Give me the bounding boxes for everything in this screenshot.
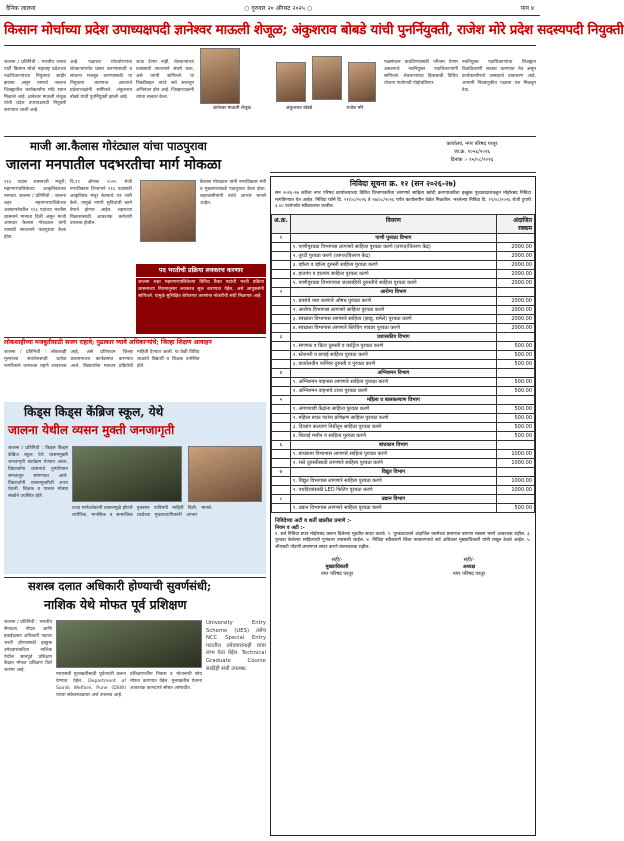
top-story-col3: जाऊ देणार नाही, शेतकऱ्यांच्या प्रश्नांसाठी सातत्याने संघर्ष करू, असे त्यांनी सांगितले. या निवडीबद्दल त्यांचे सर्व स्तरातून अभिनंदन होत आहे. जिल्हाध्यक्षांनी त्यांचा सत्कार केला.: [136, 60, 194, 100]
story4-headline-line2: जालना येथील व्यसन मुक्ती जनजागृती: [8, 423, 175, 437]
row-amount: 2000.00: [497, 323, 535, 332]
row-amount: 500.00: [497, 431, 535, 440]
row-index-empty: [272, 323, 291, 332]
caption-bobde: अंकुशराव बोबडे: [285, 106, 313, 111]
paper-name: दैनिक जालना: [6, 4, 36, 12]
section-amount-empty: [497, 440, 535, 449]
photo-middle: [312, 56, 342, 100]
section-row: [272, 467, 535, 476]
row-index-empty: [272, 242, 291, 251]
section-amount-empty: [497, 332, 535, 341]
row-amount: 500.00: [497, 359, 535, 368]
section-row: [272, 368, 535, 377]
divider: [4, 136, 536, 137]
signature-right-title: अध्यक्ष: [462, 563, 476, 570]
row-amount: 500.00: [497, 341, 535, 350]
row-amount: 500.00: [497, 413, 535, 422]
signature-right: [453, 557, 485, 578]
row-description: २. आरोग्य विभागास लागणारे साहित्य पुरवठा करणे: [290, 305, 496, 314]
table-row: [272, 305, 535, 314]
col-header-sr: अ.क्र.: [272, 214, 291, 233]
table-row: [272, 413, 535, 422]
section-title: पाणी पुरवठा विभाग: [290, 233, 496, 242]
table-row: [272, 431, 535, 440]
signature-right-org: नगर परिषद परतूर: [452, 570, 486, 577]
section-number: १: [272, 233, 291, 242]
section-title: अग्निशमन विभाग: [290, 368, 496, 377]
section-row: [272, 440, 535, 449]
table-row: [272, 377, 535, 386]
row-amount: 1000.00: [497, 449, 535, 458]
table-row: [272, 458, 535, 467]
table-row: [272, 503, 535, 512]
row-amount: 1000.00: [497, 476, 535, 485]
row-index-empty: [272, 431, 291, 440]
row-index-empty: [272, 314, 291, 323]
section-number: ४: [272, 368, 291, 377]
section-title: प्रशासकीय विभाग: [290, 332, 496, 341]
row-description: २. पथदिव्यांसाठी LED फिटिंग पुरवठा करणे: [290, 485, 496, 494]
row-description: ३. कार्यालयीन फर्निचर दुरुस्ती व पुरवठा करणे: [290, 359, 496, 368]
row-description: ४. हातपंप व हातपंप साहित्य पुरवठा करणे: [290, 269, 496, 278]
story2-col1: ११३ पदास शासनाची मंजुरी; महानगरपालिकेच्या आकृतिबंधाला मान्यता. जालना / प्रतिनिधी : जालना शहर महानगरपालिकेच्या आस्थापनेवरील ११३ पदांच्या भरतीस शासनाने मान्यता दिली असून माजी आमदार कैलास गोरंट्याल यांनी यासाठी सातत्याने पाठपुरावा केला होता.: [4, 180, 66, 241]
row-amount: 2000.00: [497, 296, 535, 305]
row-amount: 1000.00: [497, 458, 535, 467]
recruitment-box-text: जालना शहर महानगरपालिकेच्या विविध रिक्त पदांची भरती प्रक्रिया शासनाच्या नियमानुसार लवकरच सुरू करण्यात येईल, असे आयुक्तांनी सांगितले. यामुळे सुशिक्षित बेरोजगार तरुणांना नोकरीची संधी मिळणार आहे.: [136, 278, 266, 334]
table-row: [272, 269, 535, 278]
terms-subtitle: नियम व अटी :-: [275, 524, 305, 531]
row-amount: 500.00: [497, 422, 535, 431]
row-description: १. डासांचे नाश करणारे औषध पुरवठा करणे: [290, 296, 496, 305]
row-amount: 500.00: [497, 404, 535, 413]
row-description: १. संगणक व प्रिंटर दुरुस्ती व कार्ट्रिज पुरवठा करणे: [290, 341, 496, 350]
table-row: [272, 359, 535, 368]
photo-more: [348, 62, 376, 102]
row-index-empty: [272, 350, 291, 359]
story3-text: जालना / प्रतिनिधी : लोकशाही मूल्यांच्या संवर्धनासाठी प्रत्येक नागरिकाने जागरूक राहणे आवश्यक आहे, असे प्रतिपादन जिल्हा प्रशासनाच्या कार्यक्रमात करण्यात आले. विद्यार्थ्यांना मतदान प्रक्रियेची माहिती देण्यात आली. या वेळी विविध शाळांचे विद्यार्थी व शिक्षक उपस्थित होते.: [4, 350, 200, 369]
row-description: ४. शिलाई मशीन व साहित्य पुरवठा करणे: [290, 431, 496, 440]
table-row: [272, 278, 535, 287]
divider: [270, 172, 536, 173]
photo-school-event: [72, 446, 182, 502]
divider: [4, 577, 266, 578]
section-row: [272, 332, 535, 341]
row-index-empty: [272, 476, 291, 485]
notice-office: कार्यालय, नगर परिषद परतूर: [446, 141, 498, 147]
section-number: ८: [272, 494, 291, 503]
story2-col3: कैलास गोरंट्याल यांनी नगरविकास मंत्री व मुख्यमंत्र्यांकडे पाठपुरावा केला होता. शहरवासीयांनी त्यांचे आभार मानले आहेत.: [200, 180, 266, 206]
story4-text: जालना / प्रतिनिधी : किड्स किड्स केंब्रिज स्कूल येथे व्यसनमुक्ती जनजागृती कार्यक्रम घेण्यात आला. विद्यार्थ्यांना व्यसनाचे दुष्परिणाम समजावून सांगण्यात आले. विद्यार्थ्यांनी व्यसनमुक्तीची शपथ घेतली. शिक्षक व पालक मोठ्या संख्येने उपस्थित होते.: [8, 446, 68, 500]
photo-cadets: [56, 620, 202, 668]
section-title: आरोग्य विभाग: [290, 287, 496, 296]
tender-notice: [270, 176, 536, 836]
section-number: २: [272, 287, 291, 296]
col-header-desc: विवरण: [290, 214, 496, 233]
row-amount: 500.00: [497, 503, 535, 512]
signature-left-label: सही/-: [331, 556, 343, 563]
table-row: [272, 449, 535, 458]
row-amount: 1000.00: [497, 485, 535, 494]
row-description: ३. व्हॉल्व व व्हॉल्व दुरुस्ती साहित्य पुरवठा करणे: [290, 260, 496, 269]
story4-text2: तज्ज्ञ मार्गदर्शकांनी व्यसनामुळे होणारे शारीरिक, मानसिक व सामाजिक नुकसान याविषयी माहिती दिली. शाळेच्या मुख्याध्यापिकांनी आभार मानले.: [72, 506, 213, 518]
row-amount: 2000.00: [497, 269, 535, 278]
row-index-empty: [272, 305, 291, 314]
row-description: १. अग्निशमन वाहनास लागणारे साहित्य पुरवठा करणे: [290, 377, 496, 386]
table-row: [272, 242, 535, 251]
notice-ref-date: दिनांक :- १५/०८/२०२६: [450, 157, 494, 163]
signature-left-title: मुख्याधिकारी: [325, 563, 349, 570]
row-description: २. स्टेशनरी व छपाई साहित्य पुरवठा करणे: [290, 350, 496, 359]
section-title: विद्युत विभाग: [290, 467, 496, 476]
row-index-empty: [272, 377, 291, 386]
section-number: ५: [272, 395, 291, 404]
issue-date: ○ गुरुवार २० ऑगस्ट २०२५ ○: [244, 4, 313, 12]
table-row: [272, 485, 535, 494]
table-row: [272, 341, 535, 350]
section-amount-empty: [497, 395, 535, 404]
row-index-empty: [272, 296, 291, 305]
story2-col2: दि.१९ ऑगस्ट २०२५ रोजी नगरविकास विभागाने ११३ पदांसाठी आकृतिबंध मंजूर केल्याचे पत्र जारी केले. यामुळे नागरी सुविधांची कामे वेगाने होणार आहेत. शहराच्या विकासासाठी आवश्यक कर्मचारी उपलब्ध होतील.: [70, 180, 132, 227]
photo-gorantyal: [140, 180, 196, 242]
col-header-amount: अंदाजित रक्कम: [497, 214, 535, 233]
row-description: १. अंगणवाडी केंद्रांना साहित्य पुरवठा करणे: [290, 404, 496, 413]
row-description: ४. स्वच्छता विभागास लागणारे ब्लिचिंग पावडर पुरवठा करणे: [290, 323, 496, 332]
story5-col1: जालना / प्रतिनिधी : भारतीय सैन्यदल, नौदल आणि हवाईदलात अधिकारी पदावर भरती होण्यासाठी इच्छुक उमेदवारांकरिता नाशिक येथील छात्रपूर्व प्रशिक्षण केंद्रात मोफत प्रशिक्षण दिले जाणार आहे.: [4, 620, 52, 674]
photo-school-students: [188, 446, 262, 502]
table-row: [272, 314, 535, 323]
row-index-empty: [272, 386, 291, 395]
notice-title: निविदा सूचना क्र. १२ (सन २०२६-२७): [349, 179, 457, 188]
story2-headline-line2: जालना मनपातील पदभरतीचा मार्ग मोकळा: [6, 157, 222, 173]
row-amount: 2000.00: [497, 242, 535, 251]
section-row: [272, 287, 535, 296]
row-index-empty: [272, 503, 291, 512]
divider: [4, 337, 266, 338]
signature-right-label: सही/-: [463, 556, 475, 563]
table-row: [272, 404, 535, 413]
caption-more: राजेश मोरे: [346, 106, 364, 111]
row-index-empty: [272, 449, 291, 458]
notice-ref-no: जा.क्र. १०५६/२०२६: [453, 149, 491, 155]
notice-table: [271, 214, 535, 513]
table-row: [272, 386, 535, 395]
section-amount-empty: [497, 467, 535, 476]
row-index-empty: [272, 404, 291, 413]
table-row: [272, 323, 535, 332]
signature-left: [321, 557, 353, 578]
row-description: २. अग्निशमन वाहनाचे टायर पुरवठा करणे: [290, 386, 496, 395]
section-number: ३: [272, 332, 291, 341]
row-description: १. विद्युत विभागास लागणारे साहित्य पुरवठा करणे: [290, 476, 496, 485]
story5-col4: University Entry Scheme (UES) तसेच NCC Special Entry गटातील उमेदवारांनाही याचा लाभ घेता येईल. Technical Graduate Course साठीही संधी उपलब्ध.: [206, 620, 266, 672]
signature-left-org: नगर परिषद परतूर: [320, 570, 354, 577]
story5-col2: एसएसबी मुलाखतीसाठी पूर्वतयारी करून घेण्यात येईल. Department of Sainik Welfare, Pune (DSW) यांच्या संकेतस्थळावर अर्ज उपलब्ध आहे.: [56, 672, 126, 698]
story5-headline-line2: नाशिक येथे मोफत पूर्व प्रशिक्षण: [44, 597, 187, 612]
row-description: १. उद्यान विभागास लागणारे साहित्य पुरवठा करणे: [290, 503, 496, 512]
top-story-col1: जालना / प्रतिनिधी : भारतीय जनता पार्टी किसान मोर्चा महाराष्ट्र प्रदेशच्या पदाधिकाऱ्यांच्या नियुक्त्या जाहीर झाल्या असून यामध्ये जालना जिल्ह्यातील कार्यकर्त्यांना मोठे स्थान मिळाले आहे. ज्ञानेश्वर माऊली शेजूळ यांची प्रदेश उपाध्यक्षपदी नियुक्ती करण्यात आली आहे.: [4, 60, 66, 114]
row-amount: 500.00: [497, 350, 535, 359]
top-story-col5: नवनियुक्त पदाधिकाऱ्यांचा जिल्ह्यात ठिकठिकाणी सत्कार करण्यात येत असून कार्यकर्त्यांमध्ये उत्साहाचे वातावरण आहे. आगामी निवडणुकीत पक्षाला यश मिळवून देऊ.: [462, 60, 536, 93]
row-amount: 2000.00: [497, 251, 535, 260]
row-index-empty: [272, 413, 291, 422]
story4-headline-line1: किड्स किड्स केंब्रिज स्कूल, येथे: [24, 405, 164, 419]
divider: [4, 45, 536, 46]
recruitment-box-title: पद भरतीची प्रक्रिया लवकरच करणार: [136, 264, 266, 277]
row-amount: 2000.00: [497, 314, 535, 323]
photo-bobde: [276, 62, 306, 102]
story5-headline-line1: सशस्त्र दलात अधिकारी होण्याची सुवर्णसंधी;: [28, 579, 212, 593]
row-index-empty: [272, 269, 291, 278]
signatures: [271, 553, 535, 578]
row-amount: 500.00: [497, 377, 535, 386]
section-number: ७: [272, 467, 291, 476]
row-index-empty: [272, 251, 291, 260]
row-description: १. पाणीपुरवठा विभागास लागणारे साहित्य पुरवठा करणे (लागत/वितरण केंद्र): [290, 242, 496, 251]
row-description: २. महिला बचत गटांना प्रशिक्षण साहित्य पुरवठा करणे: [290, 413, 496, 422]
row-amount: 2000.00: [497, 305, 535, 314]
top-story-col4: पक्षसंघटन वाढविण्यासाठी परिश्रम घेणार असल्याचे नवनियुक्त पदाधिकाऱ्यांनी सांगितले. शेतकऱ्यांच्या हितासाठी विविध योजना गावोगावी पोहोचविणार.: [384, 60, 458, 86]
row-amount: 2000.00: [497, 260, 535, 269]
row-index-empty: [272, 485, 291, 494]
row-description: ३. स्वच्छता विभागास लागणारे साहित्य (झाडू, घमेले) पुरवठा करणे: [290, 314, 496, 323]
table-row: [272, 260, 535, 269]
table-row: [272, 251, 535, 260]
row-description: ३. दिव्यांग कल्याण निधीतून साहित्य पुरवठा करणे: [290, 422, 496, 431]
table-row: [272, 350, 535, 359]
row-amount: 2000.00: [497, 278, 535, 287]
section-number: ६: [272, 440, 291, 449]
story5-col3: प्रशिक्षणार्थींना निवास व भोजनाची सोय मोफत करण्यात येईल. मुलाखतीस येताना आवश्यक कागदपत्रे सोबत आणावीत.: [130, 672, 202, 691]
section-title: महिला व बालकल्याण विभाग: [290, 395, 496, 404]
section-amount-empty: [497, 494, 535, 503]
notice-intro: सन २०२६-२७ करिता नगर परिषद कार्यालयाच्या विविध विभागाकरिता लागणारे साहित्य खरेदी करण्याकरिता इच्छुक पुरवठादारांकडून मोहोरबंद निविदा मागविण्यात येत आहेत. निविदा फॉर्म दि. २१/०८/२०२६ ते २७/०८/२०२६ पर्यंत कार्यालयीन वेळेत मिळतील. भरलेल्या निविदा दि. २९/०८/२०२६ रोजी दुपारी ३.०० वाजेपर्यंत स्वीकारल्या जातील.: [275, 191, 531, 210]
table-row: [272, 296, 535, 305]
section-amount-empty: [497, 233, 535, 242]
row-description: १. बांधकाम विभागास लागणारे साहित्य पुरवठा करणे: [290, 449, 496, 458]
row-amount: 500.00: [497, 386, 535, 395]
top-headline: किसान मोर्चाच्या प्रदेश उपाध्यक्षपदी ज्ञानेश्वर माऊली शेजूळ; अंकुशराव बोबडे यांची पुनर्नियुक्ती, राजेश मोरे प्रदेश सदस्यपदी नियुक्ती: [4, 22, 624, 38]
notice-office-block: [408, 140, 536, 164]
row-description: ५. पाणीपुरवठा विभागाच्या जलवाहिनी दुरुस्तीचे साहित्य पुरवठा करणे: [290, 278, 496, 287]
section-amount-empty: [497, 368, 535, 377]
section-row: [272, 395, 535, 404]
section-title: बांधकाम विभाग: [290, 440, 496, 449]
row-description: २. तुरटी पुरवठा करणे (लागत/वितरण केंद्र): [290, 251, 496, 260]
photo-shejul: [200, 48, 240, 104]
section-row: [272, 233, 535, 242]
row-index-empty: [272, 260, 291, 269]
table-row: [272, 476, 535, 485]
row-index-empty: [272, 278, 291, 287]
terms-text: १. सर्व निविदा प्रपत्र मोहोरबंद करून दिलेल्या मुदतीत सादर करावे. २. पुरवठादाराने अंदाजित रकमेच्या प्रमाणात बयाणा रक्कम भरणे आवश्यक राहील. ३. पुरवठा केलेल्या साहित्याची गुणवत्ता तपासली जाईल. ४. निविदा स्वीकारणे किंवा नाकारण्याचे सर्व अधिकार मुख्याधिकारी यांनी राखून ठेवले आहेत. ५. जीएसटी नोंदणी प्रमाणपत्र सादर करणे बंधनकारक राहील.: [275, 531, 531, 550]
row-index-empty: [272, 359, 291, 368]
story3-headline: लोकशाहीच्या मजबुतीसाठी सजग राहावे; पुढाकार घ्यावे अधिकाऱ्यांचे; जिल्हा शिक्षण आवाहन: [4, 339, 212, 346]
row-index-empty: [272, 422, 291, 431]
row-index-empty: [272, 458, 291, 467]
top-story-col2: आहे. पक्षाच्या ध्येयधोरणांचा शेतकऱ्यांपर्यंत प्रसार करण्यासाठी व संघटना मजबूत करण्यासाठी या नियुक्त्या करण्यात आल्याचे प्रदेशाध्यक्षांनी सांगितले. अंकुशराव बोबडे यांची पुनर्नियुक्ती झाली आहे.: [70, 60, 132, 100]
section-amount-empty: [497, 287, 535, 296]
terms-title: निविदेच्या अटी व शर्ती खालील प्रमाणे :-: [275, 517, 352, 524]
story2-headline-line1: माजी आ.कैलास गोरंट्याल यांचा पाठपुरावा: [30, 139, 207, 153]
row-index-empty: [272, 341, 291, 350]
page-number: पान ४: [520, 4, 534, 12]
masthead: [0, 0, 540, 16]
row-description: २. रस्ते दुरुस्तीसाठी लागणारे साहित्य पुरवठा करणे: [290, 458, 496, 467]
section-title: उद्यान विभाग: [290, 494, 496, 503]
section-row: [272, 494, 535, 503]
table-row: [272, 422, 535, 431]
caption-shejul: ज्ञानेश्वर माऊली शेजूळ: [213, 106, 251, 111]
